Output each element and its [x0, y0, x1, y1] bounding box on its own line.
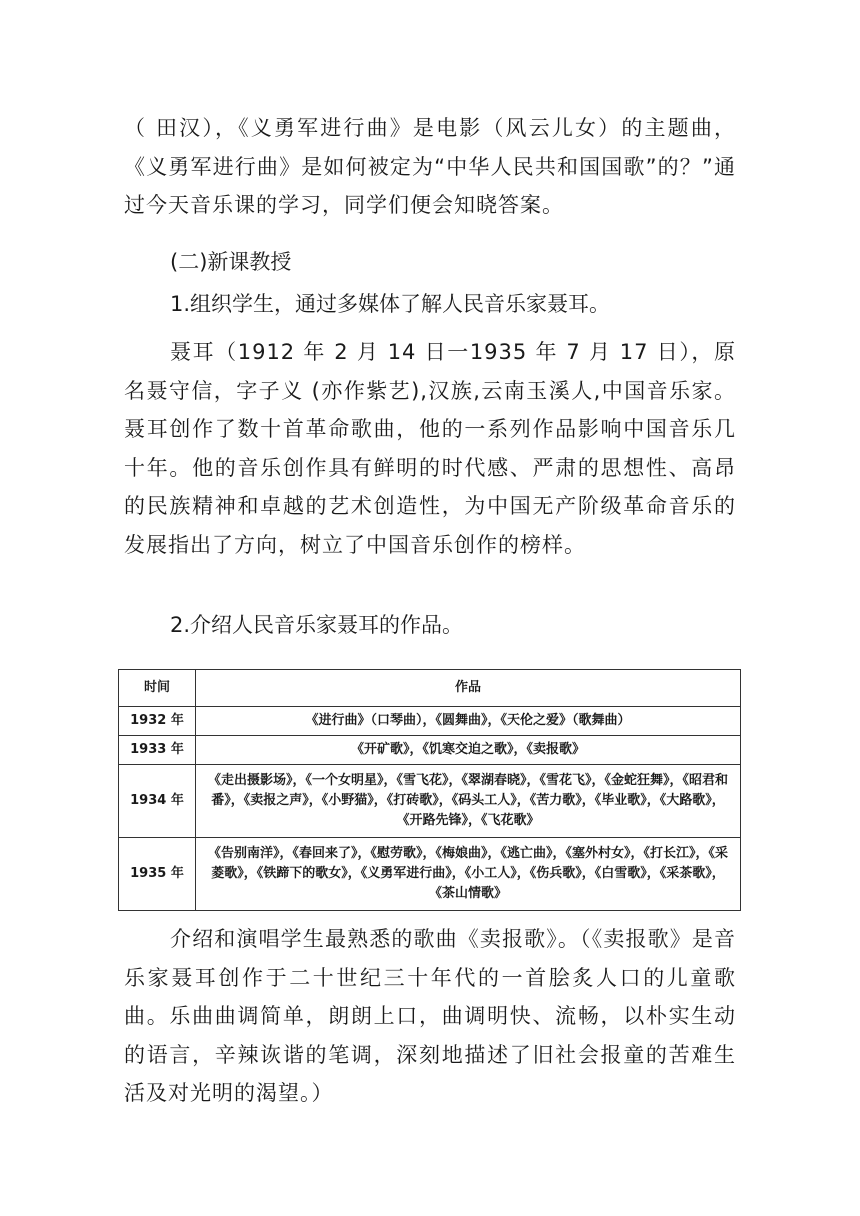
table-row — [119, 765, 741, 838]
step-heading-2: 2.介绍人民音乐家聂耳的作品。 — [170, 613, 464, 637]
nie-er-biography-paragraph: 聂耳（1912 年 2 月 14 日一1935 年 7 月 17 日），原名聂守信，字子义 (亦作紫艺),汉族,云南玉溪人,中国音乐家。 聂耳创作了数十首革命歌曲，他的一系列作品影响中国音乐几十年。他的音乐创作具有鲜明的时代感、严肃的思想性、高昂的民族精神和卓越的艺术创造性，为中国无产阶级革命音乐的发展指出了方向，树立了中国音乐创作的榜样。 — [124, 340, 736, 557]
header-time: 时间 — [119, 670, 196, 707]
header-works: 作品 — [196, 670, 741, 707]
works-table — [118, 669, 741, 911]
row-works: 《告别南洋》，《春回来了》，《慰劳歌》，《梅娘曲》，《逃亡曲》，《塞外村女》，《打长江》，《采菱歌》，《铁蹄下的歌女》，《义勇军进行曲》，《小工人》，《伤兵歌》，《白雪歌》，《采茶歌》，《茶山情歌》 — [196, 838, 741, 911]
row-year: 1934 年 — [119, 765, 196, 838]
table-row — [119, 707, 741, 736]
table-header-row — [119, 670, 741, 707]
intro-paragraph: （ 田汉），《义勇军进行曲》是电影（风云儿女）的主题曲，《义勇军进行曲》是如何被定为“中华人民共和国国歌”的？”通过今天音乐课的学习，同学们便会知晓答案。 — [124, 116, 736, 217]
section-heading-new-lesson: (二)新课教授 — [170, 250, 292, 274]
row-works: 《开矿歌》，《饥寒交迫之歌》，《卖报歌》 — [196, 736, 741, 765]
table-row — [119, 736, 741, 765]
song-intro-paragraph: 介绍和演唱学生最熟悉的歌曲《卖报歌》。（《卖报歌》是音乐家聂耳创作于二十世纪三十年代的一首脍炙人口的儿童歌曲。乐曲曲调简单，朗朗上口，曲调明快、流畅，以朴实生动的语言，辛辣诙谐的笔调，深刻地描述了旧社会报童的苦难生活及对光明的渴望。） — [124, 927, 736, 1105]
step-heading-1: 1.组织学生，通过多媒体了解人民音乐家聂耳。 — [170, 292, 611, 316]
row-works: 《进行曲》（口琴曲），《圆舞曲》，《天伦之爱》（歌舞曲） — [196, 707, 741, 736]
row-year: 1933 年 — [119, 736, 196, 765]
table-row — [119, 838, 741, 911]
row-works: 《走出摄影场》，《一个女明星》，《雪飞花》，《翠湖春晓》，《雪花飞》，《金蛇狂舞》，《昭君和番》，《卖报之声》，《小野猫》，《打砖歌》，《码头工人》，《苦力歌》，《毕业歌》，《大路歌》，《开路先锋》，《飞花歌》 — [196, 765, 741, 838]
row-year: 1935 年 — [119, 838, 196, 911]
row-year: 1932 年 — [119, 707, 196, 736]
